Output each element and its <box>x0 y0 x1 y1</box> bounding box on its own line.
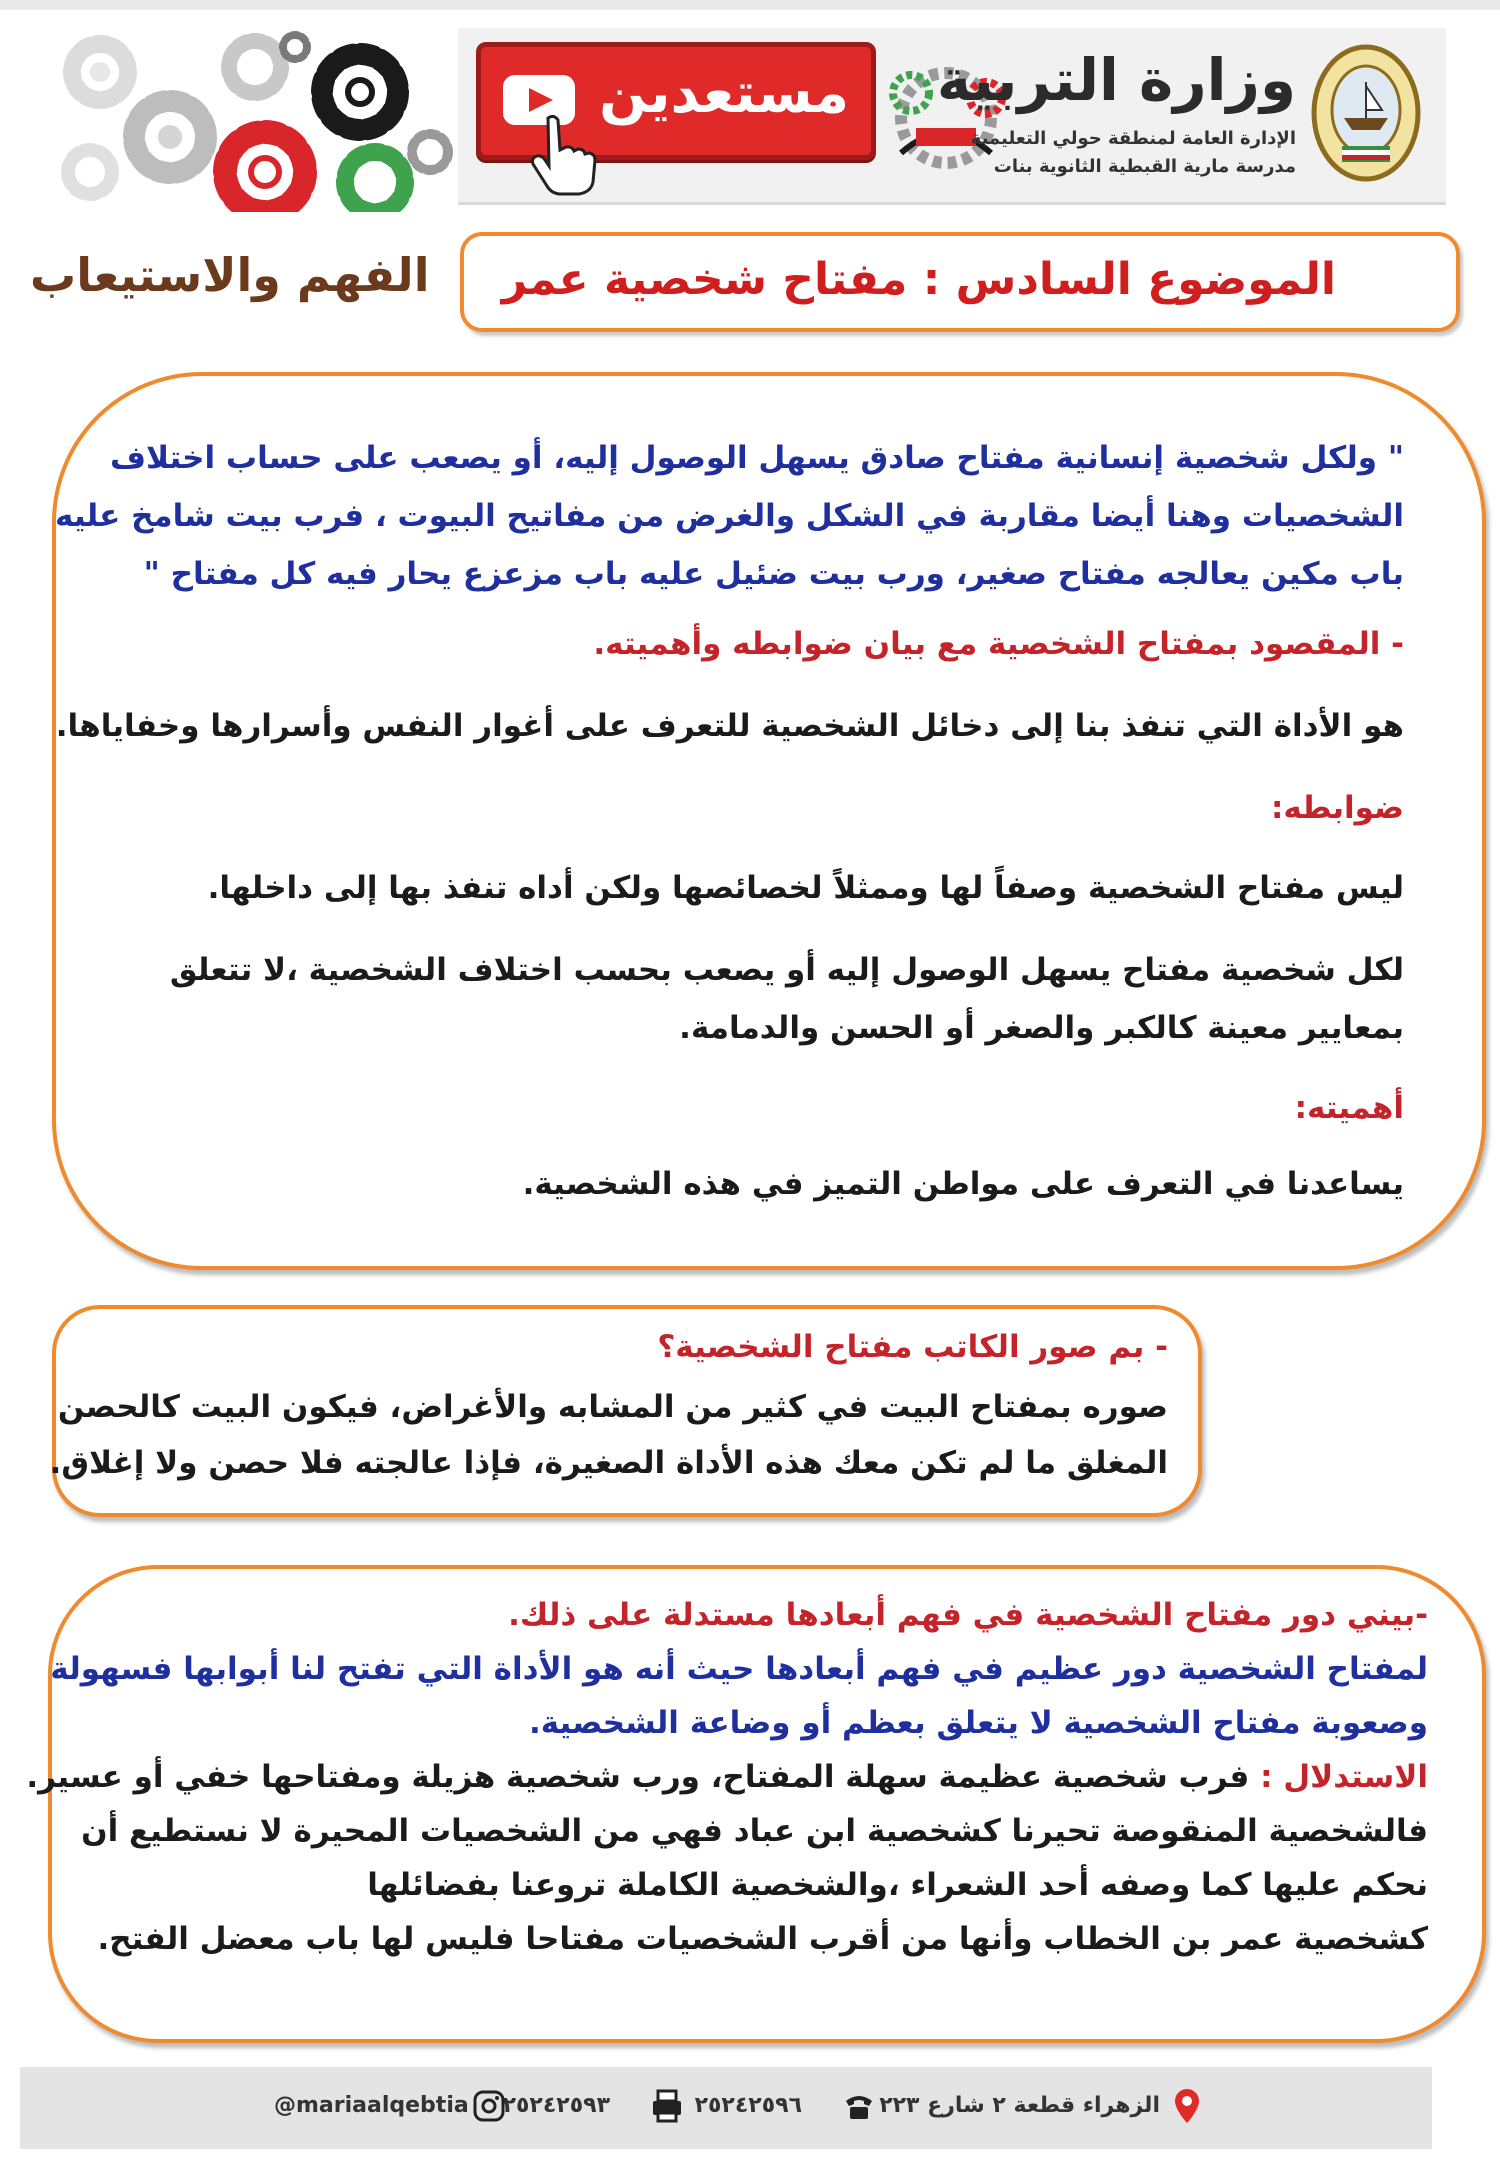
controls-label: ضوابطه: <box>1270 790 1404 826</box>
answer-writer-image-line-2: المغلق ما لم تكن معك هذه الأداة الصغيرة، فإذا عالجته فلا حصن ولا إغلاق. <box>49 1445 1168 1481</box>
importance-label: أهميته: <box>1294 1090 1404 1126</box>
evidence-text: فرب شخصية عظيمة سهلة المفتاح، ورب شخصية هزيلة ومفتاحها خفي أو عسير. <box>26 1759 1250 1795</box>
question-meaning: - المقصود بمفتاح الشخصية مع بيان ضوابطه وأهميته. <box>593 626 1404 662</box>
ministry-title: وزارة التربية <box>936 46 1296 114</box>
header-banner <box>458 28 1446 205</box>
evidence-line-1 <box>26 1759 1428 1795</box>
gears-decoration-icon <box>30 22 455 212</box>
mostaedeen-label: مستعدين <box>599 61 849 126</box>
control-item-2-line-1: لكل شخصية مفتاح يسهل الوصول إليه أو يصعب بحسب اختلاف الشخصية ،لا تتعلق <box>169 952 1404 988</box>
footer-address: الزهراء قطعة ٢ شارع ٢٢٣ <box>879 2093 1160 2118</box>
evidence-line-3: نحكم عليها كما وصفه أحد الشعراء ،والشخصية الكاملة تروعنا بفضائلها <box>367 1867 1428 1903</box>
quote-line-1: " ولكل شخصية إنسانية مفتاح صادق يسهل الوصول إليه، أو يصعب على حساب اختلاف <box>109 440 1404 476</box>
quote-line-2: الشخصيات وهنا أيضا مقاربة في الشكل والغرض من مفاتيح البيوت ، فرب بيت شامخ عليه <box>55 498 1404 534</box>
location-pin-icon <box>1170 2087 1204 2125</box>
footer-instagram[interactable]: @mariaalqebtia <box>274 2093 469 2118</box>
quote-line-3: باب مكين يعالجه مفتاح صغير، ورب بيت ضئيل عليه باب مزعزع يحار فيه كل مفتاح " <box>143 556 1404 592</box>
evidence-label: الاستدلال : <box>1260 1759 1428 1795</box>
ministry-subtitle-2: مدرسة مارية القبطية الثانوية بنات <box>993 156 1296 177</box>
topic-title-box <box>460 232 1460 332</box>
instagram-icon <box>472 2087 506 2125</box>
topic-title: الموضوع السادس : مفتاح شخصية عمر <box>501 254 1336 305</box>
control-item-1: ليس مفتاح الشخصية وصفاً لها وممثلاً لخصائصها ولكن أداه تنفذ بها إلى داخلها. <box>207 870 1404 906</box>
evidence-line-4: كشخصية عمر بن الخطاب وأنها من أقرب الشخصيات مفتاحا فليس لها باب معضل الفتح. <box>97 1921 1428 1957</box>
answer-key-role-line-2: وصعوبة مفتاح الشخصية لا يتعلق بعظم أو وضاعة الشخصية. <box>528 1705 1428 1741</box>
question-key-role: -بيني دور مفتاح الشخصية في فهم أبعادها مستدلة على ذلك. <box>508 1597 1428 1633</box>
footer-bar <box>20 2067 1432 2149</box>
section-label: الفهم والاستيعاب <box>30 248 430 302</box>
top-rule <box>0 0 1500 10</box>
pointer-hand-icon <box>518 108 608 198</box>
answer-key-role-line-1: لمفتاح الشخصية دور عظيم في فهم أبعادها حيث أنه هو الأداة التي تفتح لنا أبوابها فسهولة <box>50 1651 1428 1687</box>
answer-meaning: هو الأداة التي تنفذ بنا إلى دخائل الشخصية للتعرف على أغوار النفس وأسرارها وخفاياها. <box>55 708 1404 744</box>
question-writer-image: - بم صور الكاتب مفتاح الشخصية؟ <box>657 1329 1168 1365</box>
ministry-subtitle-1: الإدارة العامة لمنطقة حولي التعليمية <box>970 128 1296 149</box>
content-box-key-role <box>26 1565 1486 2043</box>
fax-icon <box>650 2087 684 2125</box>
control-item-2-line-2: بمعايير معينة كالكبر والصغر أو الحسن والدمامة. <box>679 1010 1404 1046</box>
answer-writer-image-line-1: صوره بمفتاح البيت في كثير من المشابه والأغراض، فيكون البيت كالحصن <box>57 1389 1168 1425</box>
footer-fax: ٢٥٢٤٢٥٩٣ <box>502 2093 610 2118</box>
kuwait-emblem-icon <box>1306 38 1426 188</box>
importance-text: يساعدنا في التعرف على مواطن التميز في هذه الشخصية. <box>522 1166 1404 1202</box>
content-box-key-definition <box>52 372 1486 1270</box>
evidence-line-2: فالشخصية المنقوصة تحيرنا كشخصية ابن عباد فهي من الشخصيات المحيرة لا نستطيع أن <box>81 1813 1428 1849</box>
content-box-writer-image <box>49 1305 1202 1517</box>
footer-phone: ٢٥٢٤٢٥٩٦ <box>694 2093 802 2118</box>
phone-icon <box>842 2087 876 2125</box>
